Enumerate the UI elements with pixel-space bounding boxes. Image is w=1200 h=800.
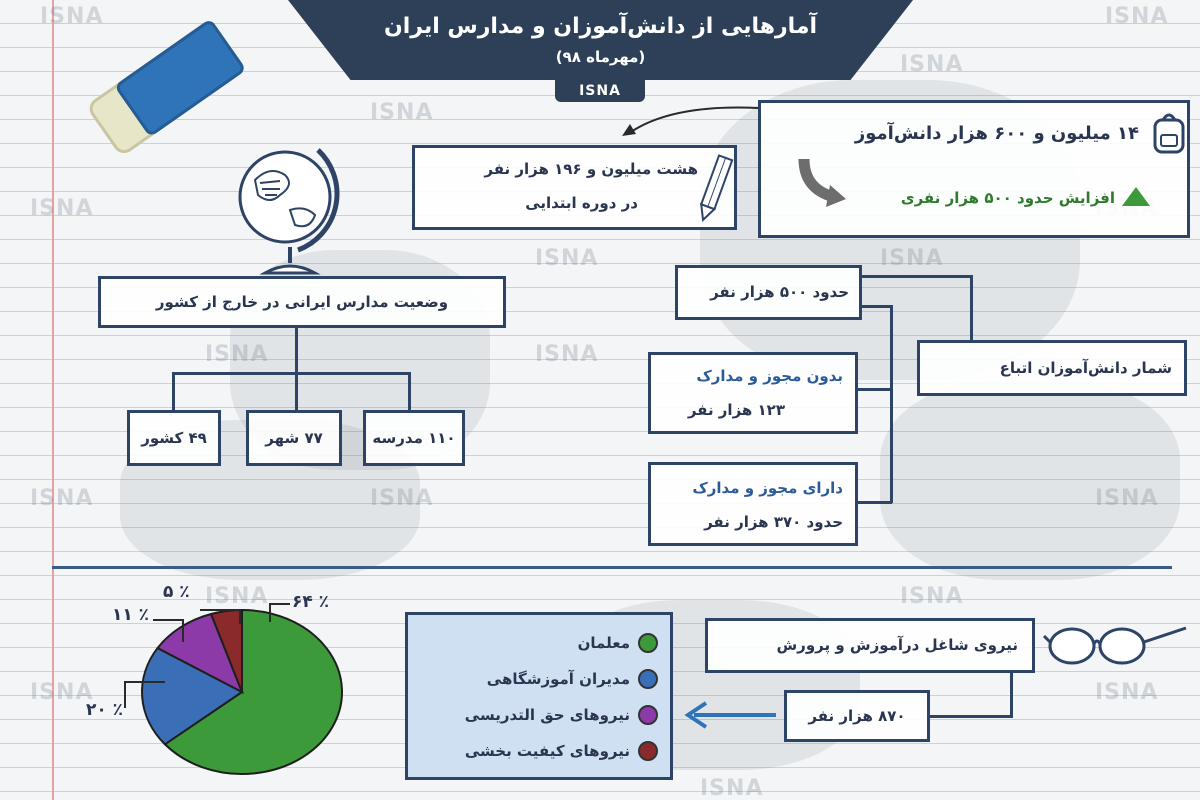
undocumented-count: ۱۲۳ هزار نفر xyxy=(687,401,785,419)
connector-line xyxy=(862,305,892,308)
undocumented-label: بدون مجوز و مدارک xyxy=(696,367,843,385)
watermark: ISNA xyxy=(30,680,94,705)
watermark: ISNA xyxy=(535,246,599,271)
watermark: ISNA xyxy=(205,584,269,609)
arrow-icon xyxy=(610,100,760,140)
foreign-students-total: حدود ۵۰۰ هزار نفر xyxy=(710,283,849,301)
watermark: ISNA xyxy=(900,52,964,77)
watermark: ISNA xyxy=(1105,4,1169,29)
watermark: ISNA xyxy=(1095,486,1159,511)
primary-students-label: در دوره ابتدایی xyxy=(525,194,638,212)
foreign-total-box xyxy=(675,265,862,320)
pencil-icon xyxy=(698,150,732,225)
watermark: ISNA xyxy=(370,100,434,125)
primary-students-count: هشت میلیون و ۱۹۶ هزار نفر xyxy=(484,160,698,178)
schools-abroad-title-box xyxy=(98,276,506,328)
watermark: ISNA xyxy=(205,342,269,367)
connector-line xyxy=(1010,673,1013,717)
countries-count: ۴۹ کشور xyxy=(141,429,207,447)
undocumented-box xyxy=(648,352,858,434)
primary-students-box xyxy=(412,145,737,230)
legend-color-teachers xyxy=(638,633,658,653)
workforce-title-box xyxy=(705,618,1035,673)
watermark: ISNA xyxy=(30,196,94,221)
pie-label-quality: ٪ ۵ xyxy=(163,582,190,602)
watermark: ISNA xyxy=(700,776,764,800)
workforce-total-box xyxy=(784,690,930,742)
triangle-up-icon xyxy=(1120,184,1152,208)
connector-line xyxy=(930,715,1013,718)
total-students: ۱۴ میلیون و ۶۰۰ هزار دانش‌آموز xyxy=(854,123,1139,144)
schools-box xyxy=(363,410,465,466)
watermark: ISNA xyxy=(880,246,944,271)
legend-label: مدیران آموزشگاهی xyxy=(486,670,630,688)
legend-label: معلمان xyxy=(577,634,630,652)
source-tag: ISNA xyxy=(555,80,645,102)
header-banner xyxy=(288,0,913,80)
section-divider xyxy=(52,566,1172,569)
documented-count: حدود ۳۷۰ هزار نفر xyxy=(704,513,843,531)
page-title: آمارهایی از دانش‌آموزان و مدارس ایران xyxy=(383,14,818,39)
legend-label: نیروهای کیفیت بخشی xyxy=(464,742,630,760)
pie-label-contract: ٪ ۱۱ xyxy=(112,605,150,625)
connector-line xyxy=(408,372,411,412)
legend-item xyxy=(408,697,670,733)
connector-line xyxy=(862,275,972,278)
pie-label-managers: ٪ ۲۰ xyxy=(86,700,124,720)
documented-label: دارای مجوز و مدارک xyxy=(692,479,843,497)
connector-line xyxy=(172,372,175,412)
countries-box xyxy=(127,410,221,466)
watermark: ISNA xyxy=(30,486,94,511)
background-photo-shade xyxy=(880,380,1180,580)
connector-line xyxy=(295,328,298,374)
cities-count: ۷۷ شهر xyxy=(265,429,323,447)
increase-text: افزایش حدود ۵۰۰ هزار نفری xyxy=(900,189,1115,207)
watermark: ISNA xyxy=(900,584,964,609)
cities-box xyxy=(246,410,342,466)
globe-icon xyxy=(220,135,360,280)
schools-count: ۱۱۰ مدرسه xyxy=(372,429,456,447)
watermark: ISNA xyxy=(370,486,434,511)
legend-item xyxy=(408,625,670,661)
foreign-title-box xyxy=(917,340,1187,396)
legend-item xyxy=(408,661,670,697)
glasses-icon xyxy=(1040,618,1190,670)
legend-item xyxy=(408,733,670,769)
foreign-students-title: شمار دانش‌آموزان اتباع xyxy=(999,359,1172,377)
workforce-total: ۸۷۰ هزار نفر xyxy=(808,707,906,725)
schools-abroad-title: وضعیت مدارس ایرانی در خارج از کشور xyxy=(155,293,449,311)
pie-label-teachers: ٪ ۶۴ xyxy=(292,592,330,612)
page-subtitle: (مهرماه ۹۸) xyxy=(555,48,646,66)
watermark: ISNA xyxy=(535,342,599,367)
connector-line xyxy=(295,372,298,412)
pie-legend xyxy=(405,612,673,780)
connector-line xyxy=(970,275,973,341)
watermark: ISNA xyxy=(40,4,104,29)
connector-line xyxy=(858,501,892,504)
connector-line xyxy=(858,388,892,391)
legend-color-contract xyxy=(638,705,658,725)
legend-label: نیروهای حق التدریسی xyxy=(464,706,630,724)
workforce-title: نیروی شاغل درآموزش و پرورش xyxy=(776,636,1018,654)
connector-line xyxy=(172,372,410,375)
legend-color-quality xyxy=(638,741,658,761)
arrow-left-icon xyxy=(680,700,780,730)
watermark: ISNA xyxy=(1095,680,1159,705)
curved-arrow-icon xyxy=(790,155,850,210)
connector-line xyxy=(890,305,893,503)
backpack-icon xyxy=(1150,110,1188,156)
legend-color-managers xyxy=(638,669,658,689)
documented-box xyxy=(648,462,858,546)
